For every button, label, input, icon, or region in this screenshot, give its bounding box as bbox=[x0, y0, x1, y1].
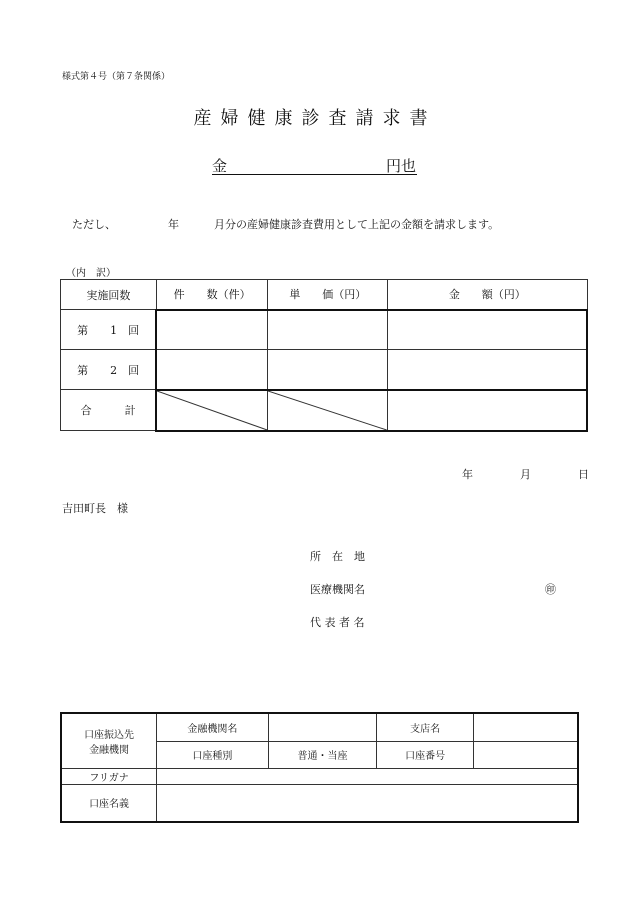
unit-price-field-1[interactable] bbox=[268, 310, 388, 350]
total-amount-field[interactable] bbox=[388, 390, 587, 431]
document-title: 産婦健康診査請求書 bbox=[193, 108, 437, 129]
count-field-1[interactable] bbox=[156, 310, 268, 350]
account-type-options[interactable]: 普通・当座 bbox=[268, 741, 377, 768]
bank-transfer-table bbox=[60, 712, 579, 823]
bank-row-1 bbox=[61, 713, 578, 741]
institution-label: 医療機関名 bbox=[310, 583, 365, 596]
breakdown-header-row bbox=[61, 280, 588, 310]
breakdown-table bbox=[60, 279, 588, 432]
amount-field-1[interactable] bbox=[388, 310, 587, 350]
breakdown-total-row bbox=[61, 390, 588, 431]
bank-section-label-line-1: 口座振込先 bbox=[84, 729, 135, 741]
request-year-label: 年 bbox=[168, 218, 179, 231]
branch-label: 支店名 bbox=[377, 713, 474, 741]
breakdown-row-2 bbox=[61, 350, 588, 390]
total-count-struck bbox=[156, 390, 268, 431]
bank-section-label-line-2: 金融機関 bbox=[89, 744, 130, 756]
account-number-label: 口座番号 bbox=[377, 741, 474, 768]
account-holder-label: 口座名義 bbox=[61, 784, 157, 822]
date-line bbox=[462, 466, 589, 482]
count-field-2[interactable] bbox=[156, 350, 268, 390]
amount-field-2[interactable] bbox=[388, 350, 587, 390]
address-label: 所 在 地 bbox=[310, 550, 365, 563]
date-month-label: 月 bbox=[520, 468, 531, 481]
bank-name-field[interactable] bbox=[268, 713, 377, 741]
amount-prefix: 金 bbox=[212, 157, 228, 175]
header-sessions: 実施回数 bbox=[61, 280, 157, 310]
date-year-label: 年 bbox=[462, 468, 473, 481]
amount-suffix: 円也 bbox=[386, 157, 417, 175]
furigana-field[interactable] bbox=[157, 768, 578, 784]
account-number-field[interactable] bbox=[473, 741, 578, 768]
unit-price-field-2[interactable] bbox=[268, 350, 388, 390]
account-type-label: 口座種別 bbox=[157, 741, 269, 768]
diagonal-strike bbox=[268, 391, 387, 430]
header-amount: 金 額（円） bbox=[388, 280, 587, 310]
request-prefix: ただし、 bbox=[72, 218, 116, 231]
breakdown-row-1 bbox=[61, 310, 588, 350]
date-day-label: 日 bbox=[578, 468, 589, 481]
row-label-2: 第 2 回 bbox=[61, 350, 157, 390]
addressee: 吉田町長 様 bbox=[62, 502, 128, 515]
breakdown-caption: （内 訳） bbox=[66, 268, 116, 279]
seal-mark: ㊞ bbox=[545, 583, 556, 596]
account-holder-row bbox=[61, 784, 578, 822]
row-label-1: 第 1 回 bbox=[61, 310, 157, 350]
furigana-row bbox=[61, 768, 578, 784]
bank-section-label bbox=[61, 713, 157, 768]
header-count: 件 数（件） bbox=[156, 280, 268, 310]
account-holder-field[interactable] bbox=[157, 784, 578, 822]
bank-name-label: 金融機関名 bbox=[157, 713, 269, 741]
request-statement: 月分の産婦健康診査費用として上記の金額を請求します。 bbox=[214, 218, 500, 231]
total-label: 合 計 bbox=[61, 390, 157, 431]
form-number: 様式第４号（第７条関係） bbox=[62, 72, 171, 82]
representative-label: 代 表 者 名 bbox=[310, 616, 365, 629]
branch-field[interactable] bbox=[473, 713, 578, 741]
header-unit-price: 単 価（円） bbox=[268, 280, 388, 310]
diagonal-strike bbox=[157, 391, 267, 430]
furigana-label: フリガナ bbox=[61, 768, 157, 784]
total-unit-price-struck bbox=[268, 390, 388, 431]
